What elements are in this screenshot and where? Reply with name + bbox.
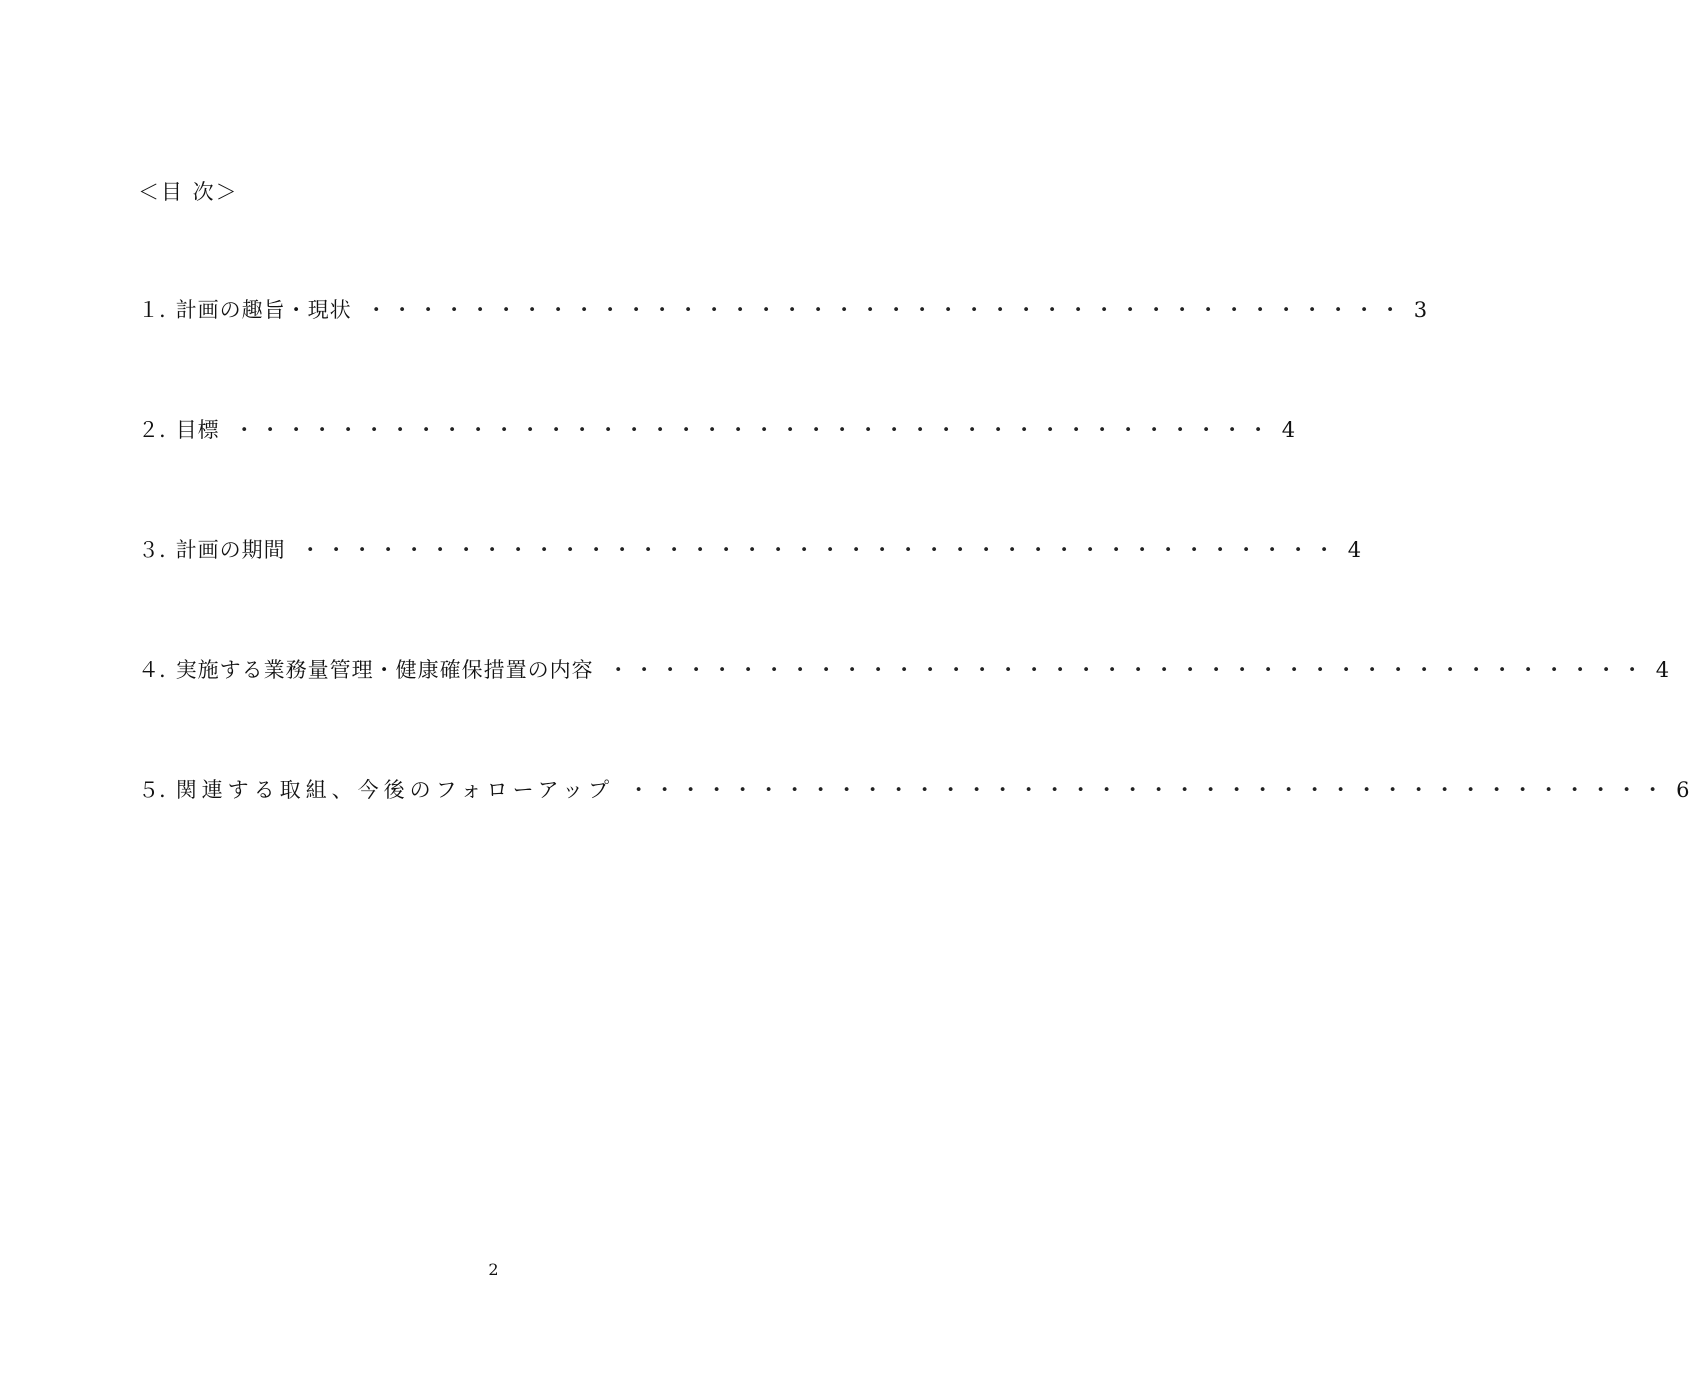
toc-leader-dots: ・・・・・・・・・・・・・・・・・・・・・・・・・・・・・・・・・・・・・・・・ xyxy=(365,298,1406,322)
toc-entry-page: 4 xyxy=(1347,538,1362,562)
toc-leader-dots: ・・・・・・・・・・・・・・・・・・・・・・・・・・・・・・・・・・・・・・・・ xyxy=(607,658,1648,682)
page-number: 2 xyxy=(488,1260,499,1279)
toc-entry-page: 4 xyxy=(1655,658,1670,682)
toc-heading: ＜目 次＞ xyxy=(138,180,239,204)
toc-entry[interactable] xyxy=(138,534,1362,654)
toc-entry-number: ４. xyxy=(138,658,166,682)
toc-entry-number: ５. xyxy=(138,778,166,802)
toc-entry-page: 3 xyxy=(1413,298,1428,322)
toc-entry-title: 計画の期間 xyxy=(175,538,286,562)
toc-leader-dots: ・・・・・・・・・・・・・・・・・・・・・・・・・・・・・・・・・・・・・・・・ xyxy=(299,538,1340,562)
toc-entry-number: １. xyxy=(138,298,166,322)
toc-entry[interactable] xyxy=(138,654,1670,774)
toc-entry-page: 6 xyxy=(1676,778,1690,802)
toc-entry[interactable] xyxy=(138,414,1296,534)
toc-leader-dots: ・・・・・・・・・・・・・・・・・・・・・・・・・・・・・・・・・・・・・・・・ xyxy=(628,778,1669,802)
toc-entry[interactable] xyxy=(138,294,1428,414)
toc-entry-number: ２. xyxy=(138,418,166,442)
toc-entry-number: ３. xyxy=(138,538,166,562)
toc-entry-page: 4 xyxy=(1281,418,1296,442)
toc-entry-title: 計画の趣旨・現状 xyxy=(175,298,352,322)
table-of-contents xyxy=(138,294,1690,894)
toc-entry-title: 関連する取組、今後のフォローアップ xyxy=(175,778,615,802)
toc-leader-dots: ・・・・・・・・・・・・・・・・・・・・・・・・・・・・・・・・・・・・・・・・ xyxy=(233,418,1274,442)
toc-entry[interactable] xyxy=(138,774,1690,894)
toc-entry-title: 実施する業務量管理・健康確保措置の内容 xyxy=(175,658,594,682)
toc-entry-title: 目標 xyxy=(175,418,220,442)
